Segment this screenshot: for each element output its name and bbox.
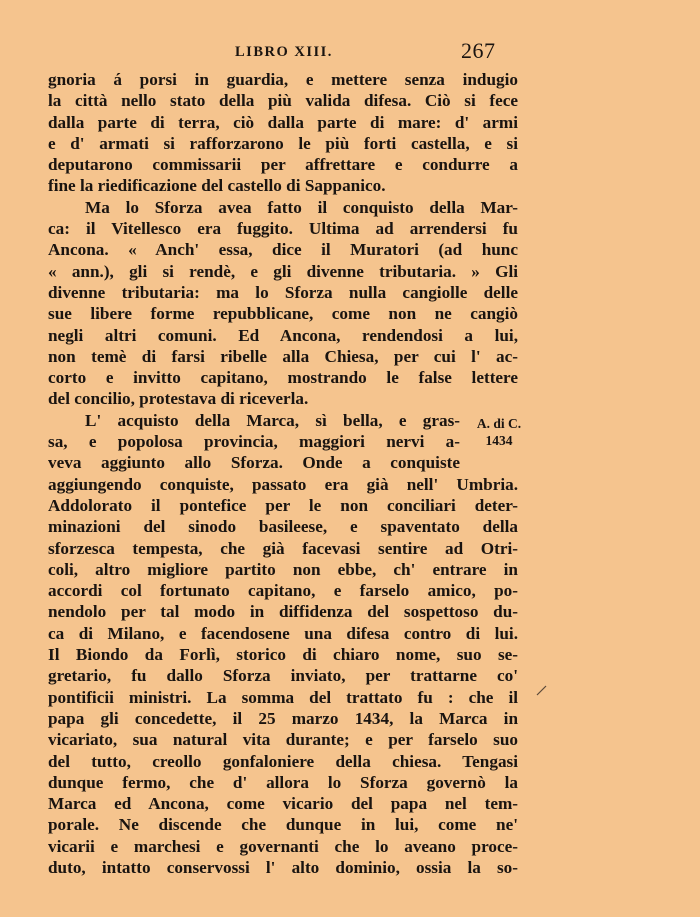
text-line: non temè di farsi ribelle alla Chiesa, per cui l' ac- <box>48 346 518 366</box>
text-line: Marca ed Ancona, come vicario del papa nel tem- <box>48 794 518 814</box>
paragraph-start-line: L' acquisto della Marca, sì bella, e gras- <box>85 410 460 430</box>
text-line: Addolorato il pontefice per le non conciliari deter- <box>48 495 518 515</box>
text-line: accordi col fortunato capitano, e farselo amico, po- <box>48 581 518 601</box>
margin-note-year <box>471 415 527 449</box>
text-line: negli altri comuni. Ed Ancona, rendendosi a lui, <box>48 325 518 345</box>
text-line: fine la riedificazione del castello di Sappanico. <box>48 176 386 196</box>
text-line: veva aggiunto allo Sforza. Onde a conquiste <box>48 453 460 473</box>
text-line: « ann.), gli si rendè, e gli divenne tributaria. » Gli <box>48 261 518 281</box>
text-line: minazioni del sinodo basileese, e spaventato della <box>48 517 518 537</box>
text-line: del tutto, creollo gonfaloniere della chiesa. Tengasi <box>48 751 518 771</box>
text-line: sa, e popolosa provincia, maggiori nervi a- <box>48 432 460 452</box>
text-line: del concilio, protestava di riceverla. <box>48 389 309 409</box>
text-line: vicarii e marchesi e governanti che lo aveano proce- <box>48 836 518 856</box>
stray-mark-icon <box>535 683 549 697</box>
text-line: la città nello stato della più valida difesa. Ciò si fece <box>48 91 518 111</box>
text-line: gnoria á porsi in guardia, e mettere senza indugio <box>48 70 518 89</box>
text-line: Il Biondo da Forlì, storico di chiaro nome, suo se- <box>48 645 518 665</box>
running-title: LIBRO XIII. <box>235 44 333 60</box>
text-line: duto, intatto conservossi l' alto dominio, ossia la so- <box>48 857 518 877</box>
text-line: dalla parte di terra, ciò dalla parte di mare: d' armi <box>48 112 518 132</box>
text-line: vicariato, sua natural vita durante; e per farselo suo <box>48 730 518 750</box>
text-line: papa gli concedette, il 25 marzo 1434, la Marca in <box>48 708 518 728</box>
text-line: ca: il Vitellesco era fuggito. Ultima ad arrendersi fu <box>48 219 518 239</box>
text-line: porale. Ne discende che dunque in lui, come ne' <box>48 815 518 835</box>
text-line: deputarono commissarii per affrettare e condurre a <box>48 155 518 175</box>
text-line: e d' armati si rafforzarono le più forti castella, e si <box>48 133 518 153</box>
text-line: ca di Milano, e facendosene una difesa contro di lui. <box>48 623 518 643</box>
text-line: pontificii ministri. La somma del trattato fu : che il <box>48 687 518 707</box>
page-number: 267 <box>461 38 496 63</box>
margin-note-number: 1434 <box>485 433 513 448</box>
text-line: aggiungendo conquiste, passato era già nell' Umbria. <box>48 474 518 494</box>
text-line: Ancona. « Anch' essa, dice il Muratori (ad hunc <box>48 240 518 260</box>
text-line: divenne tributaria: ma lo Sforza nulla cangiolle delle <box>48 282 518 302</box>
text-line: corto e invitto capitano, mostrando le false lettere <box>48 368 518 388</box>
paragraph-start-line: Ma lo Sforza avea fatto il conquisto della Mar- <box>85 197 518 217</box>
text-line: coli, altro migliore partito non ebbe, ch' entrare in <box>48 559 518 579</box>
text-line: sue libere forme repubblicane, come non ne cangiò <box>48 304 518 324</box>
text-line: gretario, fu dallo Sforza inviato, per trattarne co' <box>48 666 518 686</box>
running-head <box>48 38 518 64</box>
text-line: dunque fermo, che d' allora lo Sforza governò la <box>48 772 518 792</box>
body-text <box>48 69 518 878</box>
margin-note-era: A. di C. <box>476 416 522 431</box>
text-line: sforzesca tempesta, che già facevasi sentire ad Otri- <box>48 538 518 558</box>
text-line: nendolo per tal modo in diffidenza del sospettoso du- <box>48 602 518 622</box>
